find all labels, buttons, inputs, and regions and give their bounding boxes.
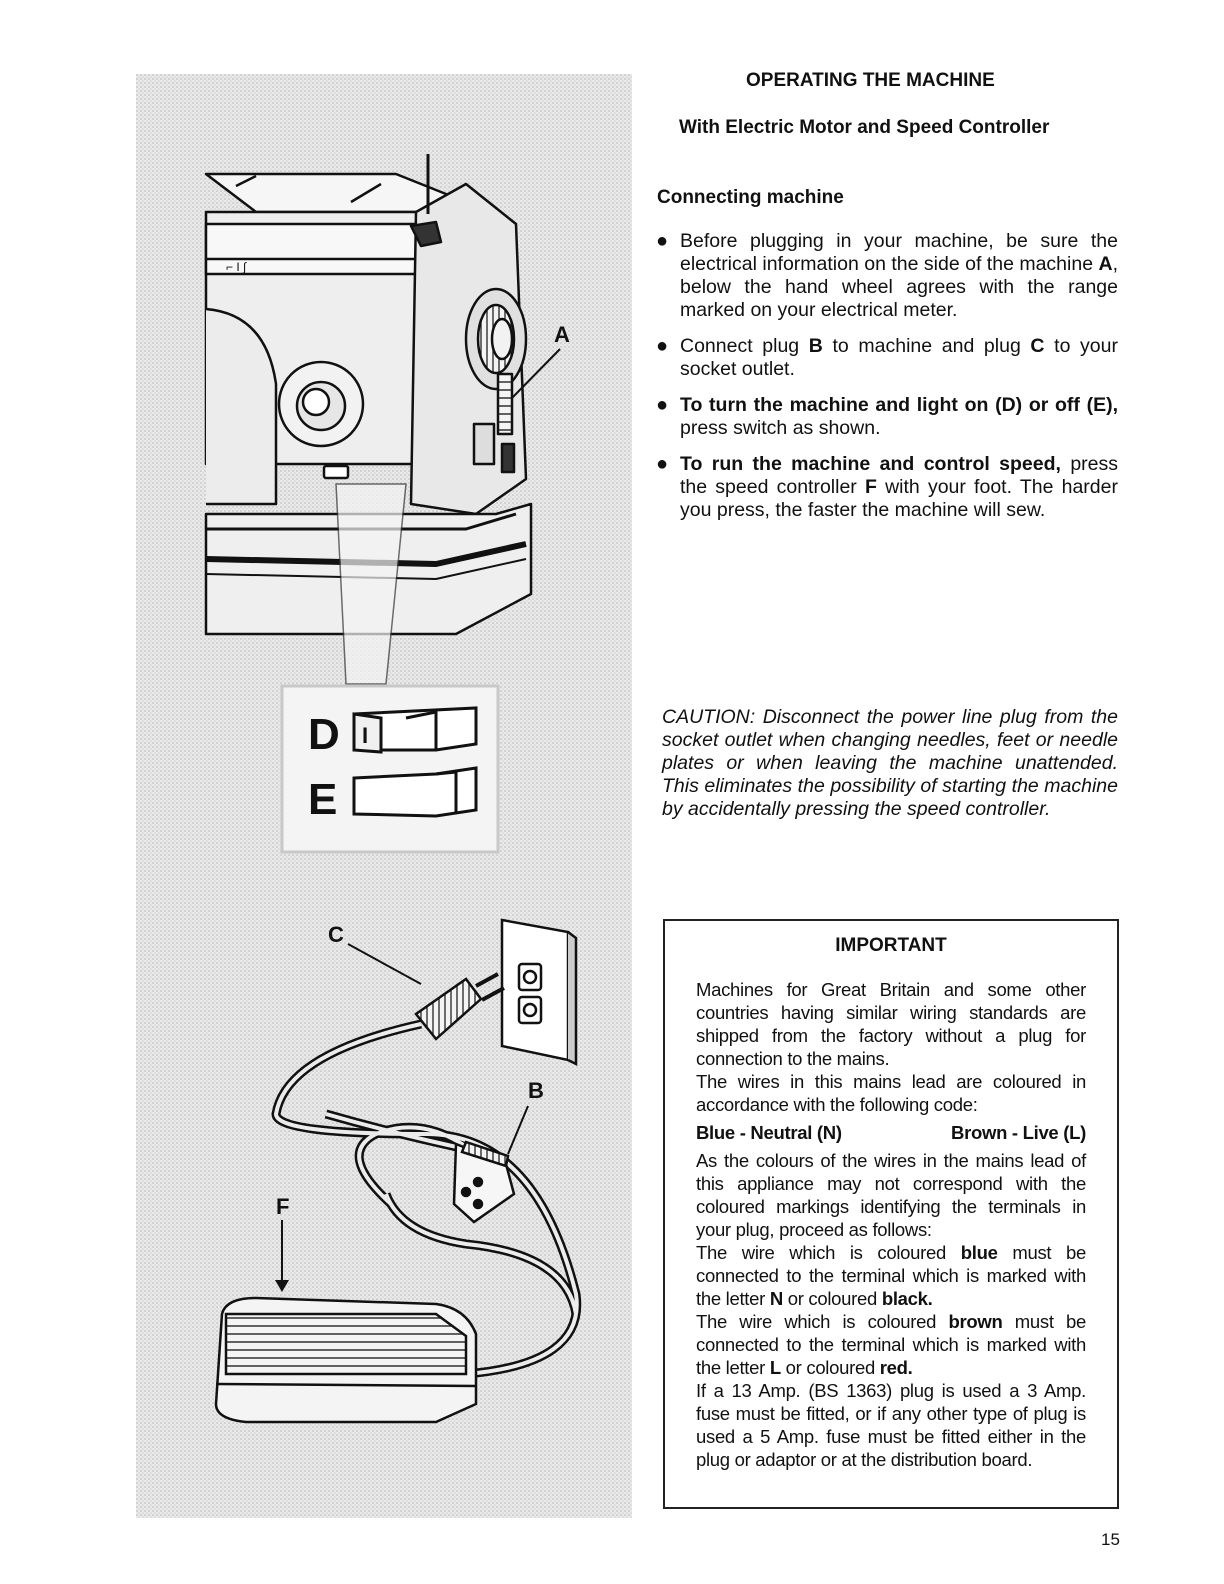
label-f: F xyxy=(276,1194,290,1219)
page-subtitle: With Electric Motor and Speed Controller xyxy=(679,117,1050,138)
svg-text:⌐ I ∫: ⌐ I ∫ xyxy=(226,260,247,274)
text-run: to machine and plug xyxy=(822,335,1031,357)
bold-text: To run the machine and control speed, xyxy=(680,453,1061,475)
text-run: or coloured xyxy=(782,1288,882,1309)
page-number: 15 xyxy=(1101,1530,1120,1549)
bold-text: L xyxy=(769,1357,781,1378)
bold-text: F xyxy=(864,476,877,498)
instruction-list xyxy=(656,230,1118,535)
bullet-icon: ● xyxy=(656,230,669,252)
bullet-text xyxy=(680,394,1118,439)
bold-text: To turn the machine and light on (D) or off (E), xyxy=(680,394,1118,416)
bold-text: C xyxy=(1030,335,1045,357)
list-item xyxy=(656,453,1118,522)
switch-inset xyxy=(282,686,498,852)
label-b: B xyxy=(528,1078,544,1103)
bullet-text xyxy=(680,230,1118,321)
important-blue-para xyxy=(696,1241,1086,1310)
label-d: D xyxy=(308,710,340,759)
wire-code-row xyxy=(696,1121,1086,1144)
bold-text: A xyxy=(1098,253,1113,275)
section-heading: Connecting machine xyxy=(657,187,844,208)
foot-controller-icon xyxy=(216,1298,476,1422)
bullet-icon: ● xyxy=(656,335,669,357)
text-run: press the speed controller xyxy=(680,453,1118,498)
list-item xyxy=(656,230,1118,322)
text-run: Connect plug xyxy=(680,335,809,357)
text-run: The wire which is coloured xyxy=(696,1311,949,1332)
bold-text: red. xyxy=(879,1357,913,1378)
list-item xyxy=(656,394,1118,440)
switch-mark: I xyxy=(362,723,369,748)
bold-text: B xyxy=(808,335,823,357)
bold-text: blue xyxy=(960,1242,998,1263)
text-run: must be connected to the terminal which is marked with the letter xyxy=(696,1242,1087,1309)
label-c: C xyxy=(328,922,344,947)
text-run: press switch as shown. xyxy=(680,417,881,439)
important-intro: Machines for Great Britain and some other countries having similar wiring standards are shipped from the factory without a plug for connection to the mains. xyxy=(696,979,1086,1069)
bold-text: black. xyxy=(881,1288,933,1309)
wire-blue-neutral: Blue - Neutral (N) xyxy=(696,1122,842,1143)
bullet-text xyxy=(680,335,1118,380)
important-fuse-para: If a 13 Amp. (BS 1363) plug is used a 3 Amp. fuse must be fitted, or if any other type of plug is used a 5 Amp. fuse must be fitted either in the plug or adaptor or at the distribution board. xyxy=(696,1380,1086,1470)
label-a: A xyxy=(554,322,570,347)
text-run: The wire which is coloured xyxy=(696,1242,961,1263)
important-code-line: The wires in this mains lead are coloured in accordance with the following code: xyxy=(696,1071,1086,1115)
page-title: OPERATING THE MACHINE xyxy=(746,70,995,91)
text-run: , below the hand wheel agrees with the range marked on your electrical meter. xyxy=(680,253,1118,321)
bullet-text xyxy=(680,453,1118,521)
wall-socket-icon xyxy=(502,920,576,1064)
important-brown-para xyxy=(696,1310,1086,1379)
important-colours-para: As the colours of the wires in the mains lead of this appliance may not correspond with the coloured markings identifying the terminals in your plug, proceed as follows: xyxy=(696,1150,1086,1240)
text-run: with your foot. The harder you press, the faster the machine will sew. xyxy=(680,476,1118,521)
bold-text: brown xyxy=(948,1311,1003,1332)
text-run: or coloured xyxy=(780,1357,880,1378)
label-e: E xyxy=(308,775,338,824)
bullet-icon: ● xyxy=(656,453,669,475)
caution-note: CAUTION: Disconnect the power line plug from the socket outlet when changing needles, feet or needle plates or when leaving the machine unattended. This eliminates the possibility of starting the machine by accidentally pressing the speed controller. xyxy=(662,706,1118,820)
text-run: to your socket outlet. xyxy=(680,335,1118,380)
bold-text: N xyxy=(769,1288,783,1309)
important-box xyxy=(663,919,1119,1509)
sewing-machine-illustration xyxy=(136,74,632,1518)
wire-brown-live: Brown - Live (L) xyxy=(951,1122,1086,1143)
important-title: IMPORTANT xyxy=(835,935,947,956)
list-item xyxy=(656,335,1118,381)
switch-d-icon xyxy=(354,708,476,752)
text-run: must be connected to the terminal which is marked with the letter xyxy=(696,1311,1086,1378)
bullet-icon: ● xyxy=(656,394,669,416)
text-run: Before plugging in your machine, be sure the electrical information on the side of the machine xyxy=(680,230,1118,275)
